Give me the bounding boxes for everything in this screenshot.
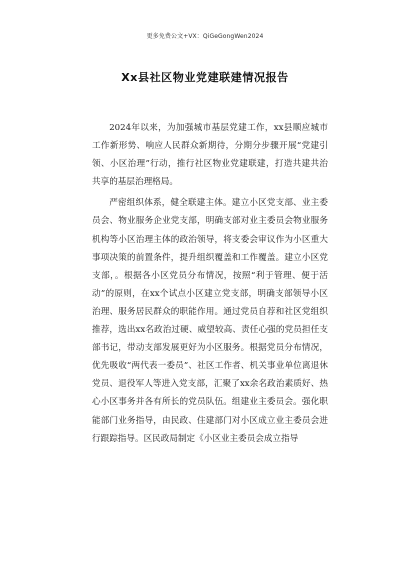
header-note: 更多免费公文+VX：QiGeGongWen2024 <box>146 33 264 40</box>
document-title: Xx县社区物业党建联建情况报告 <box>121 71 289 84</box>
paragraph-organization: 严密组织体系，健全联建主体。建立小区党支部、业主委员会、物业服务企业党支部，明确支部对业主委员会物业服务机构等小区治理主体的政治领导，将支委会审议作为小区重大事项决策的前置条件，提升组织覆盖和工作覆盖。建立小区党支部，。根据各小区党员分布情况，按照“利于管理、便于活动”的原则，在xx个试点小区建立党支部，明确支部领导小区治理、服务居民群众的职能作用。通过党员自荐和社区党组织推荐，选出xx名政治过硬、威望较高、责任心强的党员担任支部书记，带动支部发展更好为小区服务。根据党员分布情况，优先吸收“两代表一委员”、社区工作者、机关事业单位离退休党员、退役军人等进入党支部，汇聚了xx余名政治素质好、热心小区事务并各有所长的党员队伍。组建业主委员会。强化职能部门业务指导，由民政、住建部门对小区成立业主委员会进行跟踪指导。区民政局制定《小区业主委员会成立指导 <box>92 198 328 444</box>
paragraph-intro: 2024年以来，为加强城市基层党建工作，xx县顺应城市工作新形势、响应人民群众新期待，分期分步骤开展“党建引领、小区治理”行动，推行社区物业党建联建，打造共建共治共享的基层治理格局。 <box>92 123 328 188</box>
document-body <box>92 119 328 448</box>
